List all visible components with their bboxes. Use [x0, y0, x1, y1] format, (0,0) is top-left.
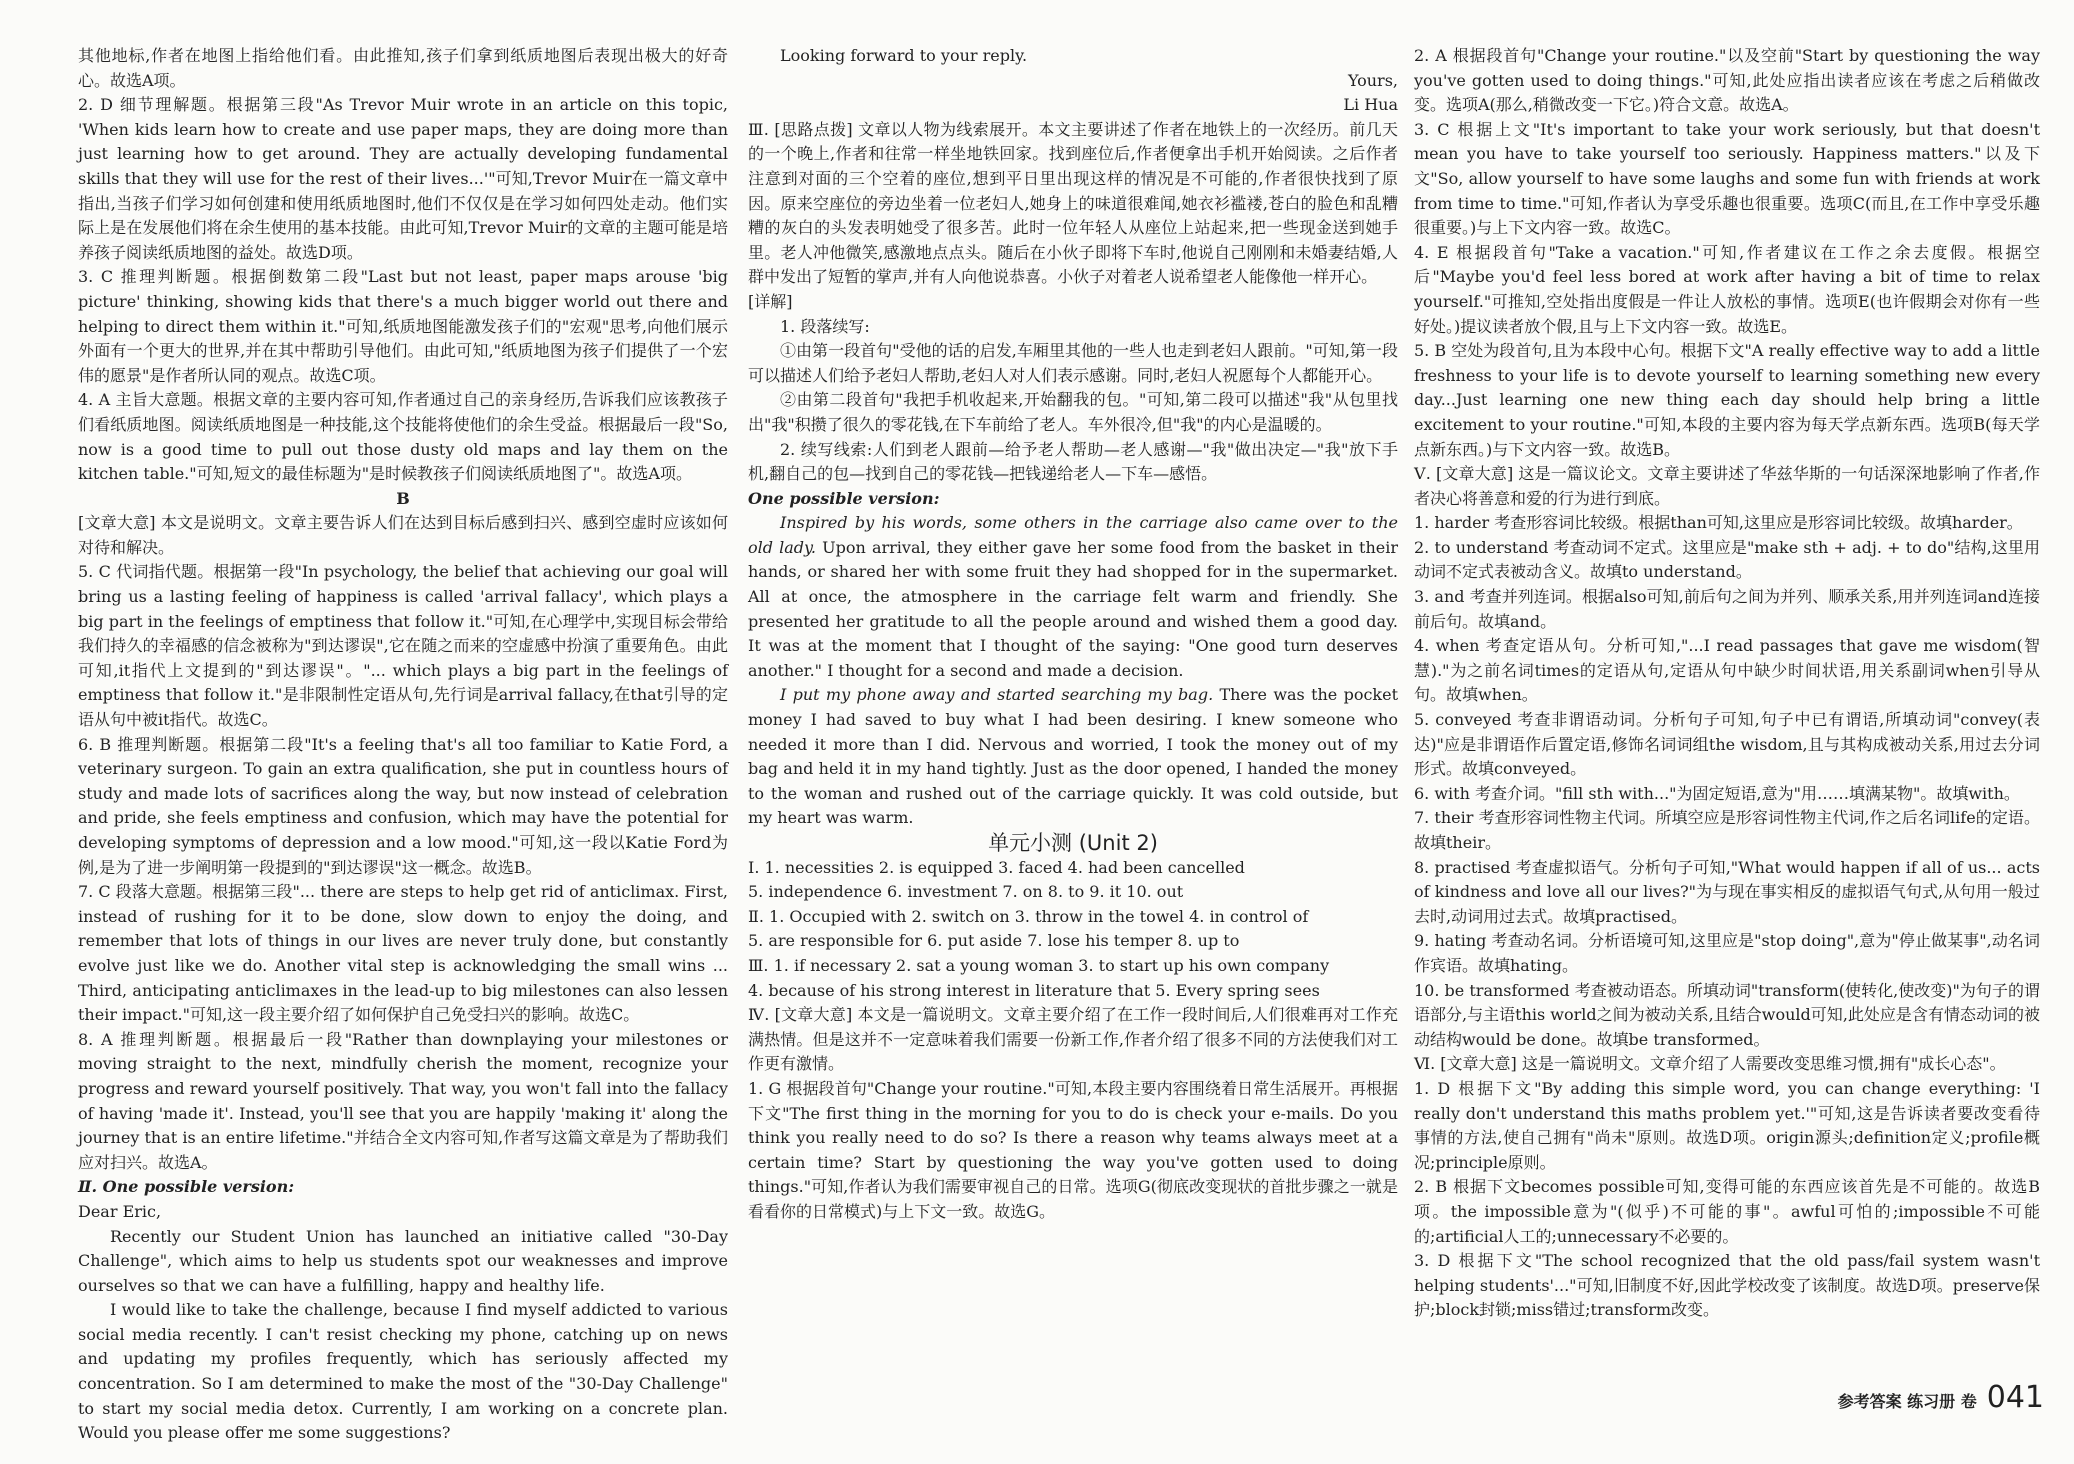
paragraph: 2. A 根据段首句"Change your routine."以及空前"Start by questioning the way you've gotten used to doing things."可知,此处应指出读者应该在考虑之后稍做改变。选项A(那么,稍微改变一下它。)符合文意。故选A。 — [1414, 46, 2040, 115]
answer-line: 4. because of his strong interest in literature that 5. Every spring sees — [748, 980, 1320, 1000]
salutation: Dear Eric, — [78, 1201, 162, 1221]
essay-paragraph: Looking forward to your reply. — [780, 46, 1028, 65]
answer-line: 5. are responsible for 6. put aside 7. lose his temper 8. up to — [748, 931, 1240, 951]
paragraph: 4. when 考查定语从句。分析可知,"...I read passages that gave me wisdom(智慧)."为之前名词times的定语从句,定语从句中缺少时间状语,用关系副词when引导从句。故填when。 — [1414, 636, 2040, 705]
essay-paragraph: I would like to take the challenge, because I find myself addicted to various social media recently. I can't resist checking my phone, catching up on news and updating my profiles frequently, which has seriously affected my concentration. So I am determined to make the most of the "30-Day Challenge" to start my social media detox. Currently, I am working on a concrete plan. Would you please offer me some suggestions? — [78, 1300, 728, 1443]
paragraph: 1. D 根据下文"By adding this simple word, you can change everything: 'I really don't understand this maths problem yet.'"可知,这是告诉读者要改变看待事情的方法,使自己拥有"尚未"原则。故选D项。origin源头;definition定义;profile概况;principle原则。 — [1414, 1078, 2040, 1172]
paragraph: Ⅳ. [文章大意] 本文是一篇说明文。文章主要介绍了在工作一段时间后,人们很难再对工作充满热情。但是这并不一定意味着我们需要一份新工作,作者介绍了很多不同的方法使我们对工作更有激情。 — [748, 1005, 1398, 1074]
story-paragraph — [748, 683, 1398, 831]
paragraph: Ⅲ. [思路点拨] 文章以人物为线索展开。本文主要讲述了作者在地铁上的一次经历。前几天的一个晚上,作者和往常一样坐地铁回家。找到座位后,作者便拿出手机开始阅读。之后作者注意到对面的三个空着的座位,想到平日里出现这样的情况是不可能的,作者很快找到了原因。原来空座位的旁边坐着一位老妇人,她身上的味道很难闻,她衣衫褴褛,苍白的脸色和乱糟糟的灰白的头发表明她受了很多苦。此时一位年轻人从座位上站起来,把一些现金送到她手里。老人冲他微笑,感激地点点头。随后在小伙子即将下车时,他说自己刚刚和未婚妻结婚,人群中发出了短暂的掌声,并有人向他说恭喜。小伙子对着老人说希望老人能像他一样开心。 — [748, 119, 1398, 287]
paragraph: 6. with 考查介词。"fill sth with..."为固定短语,意为"用……填满某物"。故填with。 — [1414, 783, 2020, 803]
paragraph: 2. D 细节理解题。根据第三段"As Trevor Muir wrote in an article on this topic, 'When kids learn how to create and use paper maps, they are doing more than just learning how to get around. They are actually developing fundamental skills that they will use for the rest of their lives...'"可知,Trevor Muir在一篇文章中指出,当孩子们学习如何创建和使用纸质地图时,他们不仅仅是在学习如何四处走动。他们实际上是在发展他们将在余生使用的基本技能。由此可知,Trevor Muir的文章的主题可能是培养孩子阅读纸质地图的益处。故选D项。 — [78, 95, 728, 262]
answer-line: Ⅱ. 1. Occupied with 2. switch on 3. throw in the towel 4. in control of — [748, 906, 1309, 926]
paragraph: ②由第二段首句"我把手机收起来,开始翻我的包。"可知,第二段可以描述"我"从包里找出"我"积攒了很久的零花钱,在下车前给了老人。车外很冷,但"我"的内心是温暖的。 — [748, 390, 1398, 434]
paragraph: Ⅵ. [文章大意] 这是一篇说明文。文章介绍了人需要改变思维习惯,拥有"成长心态"。 — [1414, 1054, 2006, 1074]
paragraph: ①由第一段首句"受他的话的启发,车厢里其他的一些人也走到老妇人跟前。"可知,第一段可以描述人们给予老妇人帮助,老妇人对人们表示感谢。同时,老妇人祝愿每个人都能开心。 — [748, 341, 1398, 385]
answer-line: Ⅰ. 1. necessities 2. is equipped 3. faced 4. had been cancelled — [748, 857, 1245, 877]
page-number: 041 — [1986, 1380, 2044, 1415]
paragraph: 4. A 主旨大意题。根据文章的主要内容可知,作者通过自己的亲身经历,告诉我们应该教孩子们看纸质地图。阅读纸质地图是一种技能,这个技能将使他们的余生受益。根据最后一段"So, now is a good time to pull out those dusty old maps and lay them on the kitchen table."可知,短文的最佳标题为"是时候教孩子们阅读纸质地图了"。故选A项。 — [78, 390, 728, 484]
paragraph: 3. C 根据上文"It's important to take your work seriously, but that doesn't mean you have to take yourself too seriously. Happiness matters."以及下文"So, allow yourself to have some laughs and some fun with friends at work from time to time."可知,作者认为享受乐趣也很重要。选项C(而且,在工作中享受乐趣很重要。)与上下文内容一致。故选C。 — [1414, 119, 2041, 238]
paragraph: 10. be transformed 考查被动语态。所填动词"transform(使转化,使改变)"为句子的谓语部分,与主语this world之间为被动关系,且结合would可知,此处应是含有情态动词的被动结构would be done。故填be transformed。 — [1414, 980, 2040, 1049]
paragraph: 1. 段落续写: — [780, 316, 870, 336]
paragraph: 4. E 根据段首句"Take a vacation."可知,作者建议在工作之余去度假。根据空后"Maybe you'd feel less bored at work after having a bit of time to relax yourself."可推知,空处指出度假是一件让人放松的事情。选项E(也许假期会对你有一些好处。)提议读者放个假,且与上下文内容一致。故选E。 — [1414, 242, 2040, 336]
story-paragraph — [748, 511, 1398, 683]
paragraph: 1. harder 考查形容词比较级。根据than可知,这里应是形容词比较级。故填harder。 — [1414, 513, 2023, 533]
unit-title: 单元小测 (Unit 2) — [988, 831, 1158, 855]
paragraph: 其他地标,作者在地图上指给他们看。由此推知,孩子们拿到纸质地图后表现出极大的好奇心。故选A项。 — [78, 46, 728, 90]
paragraph: 5. C 代词指代题。根据第一段"In psychology, the belief that achieving our goal will bring us a lasting feeling of happiness is called 'arrival fallacy', which plays a big part in the feelings of emptiness that follow it."可知,在心理学中,实现目标会带给我们持久的幸福感的信念被称为"到达谬误",它在随之而来的空虚感中扮演了重要角色。由此可知,it指代上文提到的"到达谬误"。"... which plays a big part in the feelings of emptiness that follow it."是非限制性定语从句,先行词是arrival fallacy,在that引导的定语从句中被it指代。故选C。 — [78, 562, 728, 730]
paragraph: 3. D 根据下文"The school recognized that the old pass/fail system wasn't helping students'..."可知,旧制度不好,因此学校改变了该制度。故选D项。preserve保护;block封锁;miss错过;transform改变。 — [1414, 1251, 2040, 1320]
column-right — [1414, 44, 2040, 1323]
paragraph: 7. C 段落大意题。根据第三段"... there are steps to help get rid of anticlimax. First, instead of rushing for it to be done, slow down to enjoy the doing, and remember that lots of things in our lives are never truly done, but constantly evolve just like we do. Another vital step is acknowledging the small wins ... Third, anticipating anticlimaxes in the lead-up to big milestones can also lessen their impact."可知,这一段主要介绍了如何保护自己免受扫兴的影响。故选C。 — [78, 882, 728, 1025]
paragraph: 3. and 考查并列连词。根据also可知,前后句之间为并列、顺承关系,用并列连词and连接前后句。故填and。 — [1414, 587, 2040, 631]
essay-paragraph: Recently our Student Union has launched an initiative called "30-Day Challenge", which aims to help us students spot our weaknesses and improve ourselves so that we can have a fulfilling, happy and healthy life. — [78, 1226, 728, 1295]
story-lead: I put my phone away and started searching my bag. — [780, 685, 1214, 705]
paragraph: [详解] — [748, 291, 793, 311]
section-heading-b: B — [396, 488, 410, 508]
story-body: Upon arrival, they either gave her some food from the basket in their hands, or shared her with some fruit they had shopped for in the supermarket. All at once, the atmosphere in the carriage felt warm and friendly. She presented her gratitude to all the people around and wished them a good day. It was at the moment that I thought of the saying: "One good turn deserves another." I thought for a second and made a decision. — [748, 537, 1399, 680]
footer-label: 参考答案 练习册 卷 — [1837, 1392, 1977, 1411]
column-left — [78, 44, 728, 1446]
paragraph: 8. practised 考查虚拟语气。分析句子可知,"What would happen if all of us... acts of kindness and love all our lives?"为与现在事实相反的虚拟语气句式,从句用一般过去时,动词用过去式。故填practised。 — [1414, 857, 2040, 926]
paragraph: 5. B 空处为段首句,且为本段中心句。根据下文"A really effective way to add a little freshness to your life is to devote yourself to learning something new every day...Just learning one new thing each day should help bring a little excitement to your routine."可知,本段的主要内容为每天学点新东西。选项B(每天学点新东西。)与下文内容一致。故选B。 — [1414, 341, 2040, 459]
signature-closing: Yours, — [1347, 70, 1398, 90]
essay-label: Ⅱ. One possible version: — [78, 1177, 295, 1197]
version-label: One possible version: — [748, 488, 940, 508]
paragraph: 7. their 考查形容词性物主代词。所填空应是形容词性物主代词,作之后名词life的定语。故填their。 — [1414, 808, 2040, 852]
paragraph: 8. A 推理判断题。根据最后一段"Rather than downplaying your milestones or moving straight to the next, mindfully cherish the moment, recognize your progress and reward yourself positively. That way, you won't fall into the fallacy of having 'made it'. Instead, you'll see that you are happily 'making it' along the journey that is an entire lifetime."并结合全文内容可知,作者写这篇文章是为了帮助我们应对扫兴。故选A。 — [78, 1029, 728, 1172]
column-middle — [748, 44, 1398, 1225]
paragraph: [文章大意] 本文是说明文。文章主要告诉人们在达到目标后感到扫兴、感到空虚时应该如何对待和解决。 — [78, 513, 728, 557]
story-lead: Inspired by his words, some others in the carriage also came over to the old lady. — [748, 513, 1398, 557]
answer-line: Ⅲ. 1. if necessary 2. sat a young woman 3. to start up his own company — [748, 955, 1330, 975]
story-body: There was the pocket money I had saved to buy what I had been desiring. I knew someone who needed it more than I did. Nervous and worried, I took the money out of my bag and held it in my hand tightly. Just as the door opened, I handed the money to the woman and rushed out of the carriage quickly. It was cold outside, but my heart was warm. — [748, 685, 1399, 828]
signature-name: Li Hua — [1343, 95, 1398, 115]
paragraph: Ⅴ. [文章大意] 这是一篇议论文。文章主要讲述了华兹华斯的一句话深深地影响了作者,作者决心将善意和爱的行为进行到底。 — [1414, 464, 2040, 508]
paragraph: 3. C 推理判断题。根据倒数第二段"Last but not least, paper maps arouse 'big picture' thinking, showing kids that there's a much bigger world out there and helping to direct them within it."可知,纸质地图能激发孩子们的"宏观"思考,向他们展示外面有一个更大的世界,并在其中帮助引导他们。由此可知,"纸质地图为孩子们提供了一个宏伟的愿景"是作者所认同的观点。故选C项。 — [78, 267, 728, 385]
paragraph: 2. B 根据下文becomes possible可知,变得可能的东西应该首先是不可能的。故选B项。the impossible意为"(似乎)不可能的事"。awful可怕的;impossible不可能的;artificial人工的;unnecessary不必要的。 — [1414, 1177, 2040, 1246]
paragraph: 5. conveyed 考查非谓语动词。分析句子可知,句子中已有谓语,所填动词"convey(表达)"应是非谓语作后置定语,修饰名词词组the wisdom,且与其构成被动关系,用过去分词形式。故填conveyed。 — [1414, 710, 2040, 779]
page-footer — [1838, 1380, 2044, 1415]
paragraph: 1. G 根据段首句"Change your routine."可知,本段主要内容围绕着日常生活展开。再根据下文"The first thing in the morning for you to do is check your e-mails. Do you think you really need to do so? Is there a reason why teams always meet at a certain time? Start by questioning the way you've gotten used to doing things."可知,作者认为我们需要审视自己的日常。选项G(彻底改变现状的首批步骤之一就是看看你的日常模式)与上下文一致。故选G。 — [748, 1078, 1398, 1221]
paragraph: 2. to understand 考查动词不定式。这里应是"make sth + adj. + to do"结构,这里用动词不定式表被动含义。故填to understand。 — [1414, 537, 2040, 582]
paragraph: 2. 续写线索:人们到老人跟前—给予老人帮助—老人感谢—"我"做出决定—"我"放下手机,翻自己的包—找到自己的零花钱—把钱递给老人—下车—感悟。 — [748, 439, 1398, 484]
answer-line: 5. independence 6. investment 7. on 8. to 9. it 10. out — [748, 882, 1184, 902]
paragraph: 6. B 推理判断题。根据第二段"It's a feeling that's all too familiar to Katie Ford, a veterinary surgeon. To gain an extra qualification, she put in countless hours of study and made lots of sacrifices along the way, but now instead of celebration and pride, she feels emptiness and confusion, which may have the potential for developing symptoms of depression and a low mood."可知,这一段以Katie Ford为例,是为了进一步阐明第一段提到的"到达谬误"这一概念。故选B。 — [78, 734, 728, 877]
paragraph: 9. hating 考查动名词。分析语境可知,这里应是"stop doing",意为"停止做某事",动名词作宾语。故填hating。 — [1414, 931, 2040, 975]
